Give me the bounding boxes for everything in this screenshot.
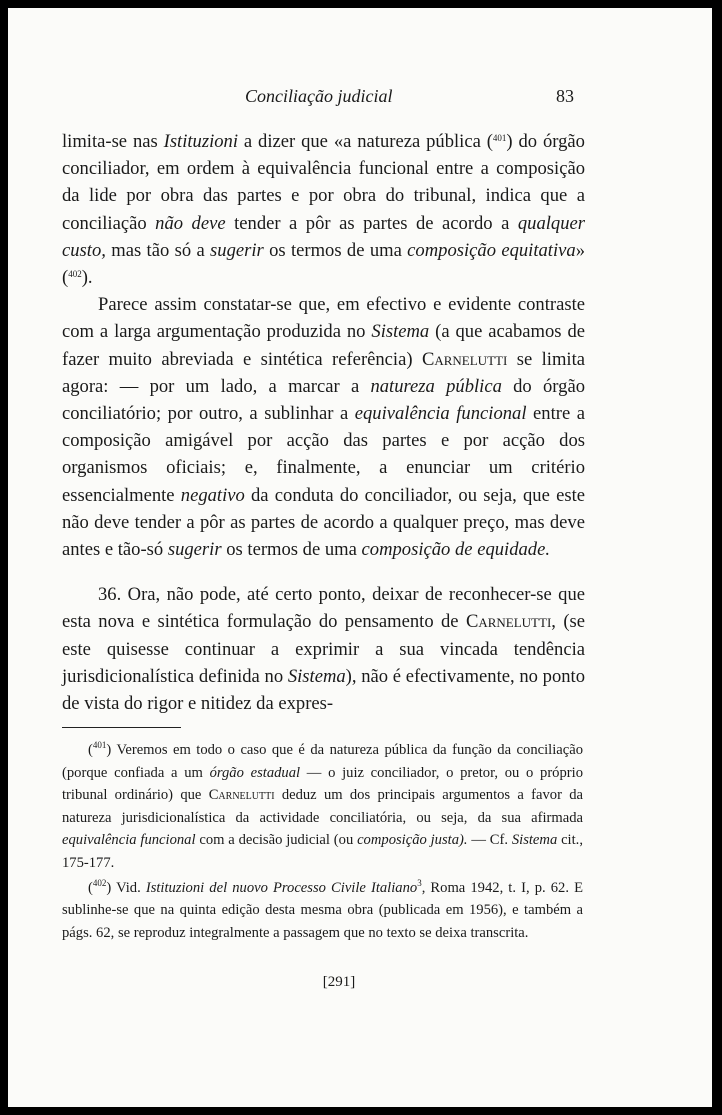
footnotes [62,739,583,946]
running-header [8,86,712,110]
running-title: Conciliação judicial [245,86,393,106]
page-number: 83 [556,86,574,106]
book-page [8,8,712,1107]
paragraph: Parece assim constatar-se que, em efectivo e evidente contraste com a larga argumentação produzida no Sistema (a que acabamos de fazer muito abreviada e sintética referência) Carnelutti se limita agora: — por um lado, a marcar a natureza pública do órgão conciliatório; por outro, a sublinhar a equivalência funcional entre a composição amigável por acção das partes e por acção dos organismos oficiais; e, finalmente, a enunciar um critério essencialmente negativo da conduta do conciliador, ou seja, que este não deve tender a pôr as partes de acordo a qualquer preço, mas deve antes e tão-só sugerir os termos de uma composição de equidade. [62,294,585,561]
footnote-402: ($^{402}$) Vid. Istituzioni del nuovo Processo Civile Italiano$^3$, Roma 1942, t. I, p. 62. E sublinhe-se que na quinta edição desta mesma obra (publicada em 1956), e também a págs. 62, se reproduz integralmente a passagem que no texto se deixa transcrita. [62,877,583,941]
section-paragraph-36: 36. Ora, não pode, até certo ponto, deixar de reconhecer-se que esta nova e sintética formulação do pensamento de Carnelutti, (se este quisesse continuar a exprimir a sua vincada tendência jurisdicionalística definida no Sistema), não é efectivamente, no ponto de vista do rigor e nitidez da expres- [62,584,585,715]
footnote-401: ($^{401}$) Veremos em todo o caso que é da natureza pública da função da conciliação (porque confiada a um órgão estadual — o juiz conciliador, o pretor, ou o próprio tribunal ordinário) que Carnelutti deduz um dos principais argumentos a favor da natureza jurisdicionalística da actividade conciliatória, ou seja, da sua afirmada equivalência funcional com a decisão judicial (ou composição justa). — Cf. Sistema cit., 175-177. [62,740,584,871]
footnote-rule [62,727,181,728]
paragraph-continuation: limita-se nas Istituzioni a dizer que «a natureza pública ($^{401}$) do órgão conciliador, em ordem à equivalência funcional entre a composição da lide por obra das partes e por obra do tribunal, indica que a conciliação não deve tender a pôr as partes de acordo a qualquer custo, mas tão só a sugerir os termos de uma composição equitativa» ($^{402}$). [62,131,585,289]
main-text [62,128,585,717]
footnote-ref-401: 401 [492,133,507,143]
footnote-ref-402: 402 [68,269,82,280]
folio-number: [291] [322,974,356,990]
